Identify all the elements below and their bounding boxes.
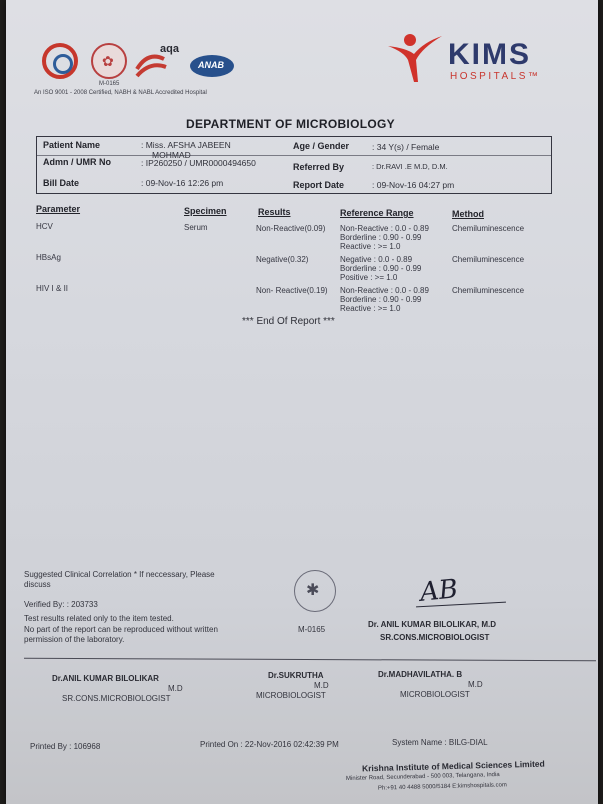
kims-figure-icon [384,30,446,84]
referred-by-value: : Dr.RAVI .E M.D, D.M. [372,162,448,171]
system-name: System Name : BILG-DIAL [392,738,488,747]
patient-name-value-cont: MOHMAD [152,150,191,160]
col-parameter: Parameter [36,204,81,214]
doctor-name: Dr.ANIL KUMAR BILOLIKAR [52,674,159,683]
doctor-degree: M.D [314,681,329,690]
brand-name: KIMS [448,38,531,71]
row-parameter: HBsAg [36,253,61,262]
admn-value: : IP260250 / UMR0000494650 [141,158,256,168]
table-row [6,222,598,252]
doctor-degree: M.D [468,680,483,689]
report-sheet [6,0,598,804]
aqa-logo [134,45,184,79]
table-row [6,284,598,314]
row-ref1: Non-Reactive : 0.0 - 0.89 [340,286,429,295]
row-ref3: Reactive : >= 1.0 [340,242,401,251]
row-method: Chemiluminescence [452,255,525,264]
signer-title: SR.CONS.MICROBIOLOGIST [380,633,490,642]
row-ref2: Borderline : 0.90 - 0.99 [340,264,422,273]
doctor-degree: M.D [168,684,183,693]
patient-name-label: Patient Name [43,140,101,150]
doctor-name: Dr.SUKRUTHA [268,671,324,680]
row-method: Chemiluminescence [452,224,525,233]
row-ref2: Borderline : 0.90 - 0.99 [340,295,422,304]
doctor-name: Dr.MADHAVILATHA. B [378,670,463,679]
row-result: Negative(0.32) [256,255,309,264]
row-result: Non-Reactive(0.09) [256,224,326,233]
referred-by-label: Referred By [293,162,345,172]
verified-by: Verified By: : 203733 [24,600,98,609]
report-date-label: Report Date [293,180,345,190]
row-ref3: Reactive : >= 1.0 [340,304,401,313]
nabl-logo: ✿ [91,43,127,79]
certification-text: An ISO 9001 - 2008 Certified, NABH & NABL Accredited Hospital [34,90,207,96]
brand-sub: HOSPITALS™ [450,71,541,82]
stamp-code: M-0165 [298,625,326,634]
disclaimer-line3: permission of the laboratory. [24,635,125,644]
bill-date-value: : 09-Nov-16 12:26 pm [141,178,224,188]
institute-contact: Ph:+91 40 4488 5000/5184 E:kimshospitals.com [377,782,507,792]
row-ref1: Negative : 0.0 - 0.89 [340,255,413,264]
institute-address: Minister Road, Secunderabad - 500 003, Telangana, India [345,771,500,783]
printed-by: Printed By : 106968 [30,742,101,751]
department-title: DEPARTMENT OF MICROBIOLOGY [186,117,395,131]
table-row [6,253,598,283]
row-ref2: Borderline : 0.90 - 0.99 [340,233,422,242]
end-of-report: *** End Of Report *** [242,316,335,327]
stamp-star-icon: ✱ [306,582,320,599]
col-results: Results [258,207,291,217]
age-gender-value: : 34 Y(s) / Female [372,142,440,152]
disclaimer-line1: Test results related only to the item tested. [24,614,174,623]
col-reference: Reference Range [340,208,414,218]
disclaimer-line2: No part of the report can be reproduced without written [24,625,218,634]
row-method: Chemiluminescence [452,286,525,295]
signature: AB [418,574,460,608]
col-specimen: Specimen [184,206,227,216]
clinical-correlation: Suggested Clinical Correlation * If neccessary, Please [24,570,215,579]
anab-logo [190,55,234,77]
nabh-logo [42,43,78,79]
age-gender-label: Age / Gender [293,141,350,151]
report-date-value: : 09-Nov-16 04:27 pm [372,180,455,190]
bill-date-label: Bill Date [43,178,80,188]
lab-stamp [294,570,336,612]
aqa-label: aqa [160,43,179,55]
row-ref1: Non-Reactive : 0.0 - 0.89 [340,224,429,233]
row-result: Non- Reactive(0.19) [256,286,328,295]
admn-label: Admn / UMR No [43,157,111,167]
doctor-title: MICROBIOLOGIST [400,690,470,699]
row-ref3: Positive : >= 1.0 [340,273,398,282]
patient-name-value: : Miss. AFSHA JABEEN [141,140,231,150]
signer-name: Dr. ANIL KUMAR BILOLIKAR, M.D [368,620,496,629]
doctor-title: MICROBIOLOGIST [256,691,326,700]
row-specimen: Serum [184,223,208,232]
col-method: Method [452,209,484,219]
row-parameter: HIV I & II [36,284,69,293]
anab-label: ANAB [198,60,224,70]
institute-name: Krishna Institute of Medical Sciences Limited [361,758,545,774]
nabl-code: M-0165 [99,81,120,87]
row-parameter: HCV [36,222,53,231]
printed-on: Printed On : 22-Nov-2016 02:42:39 PM [200,740,339,749]
doctor-title: SR.CONS.MICROBIOLOGIST [62,694,171,703]
footer-divider [24,658,596,661]
clinical-correlation-cont: discuss [24,580,51,589]
